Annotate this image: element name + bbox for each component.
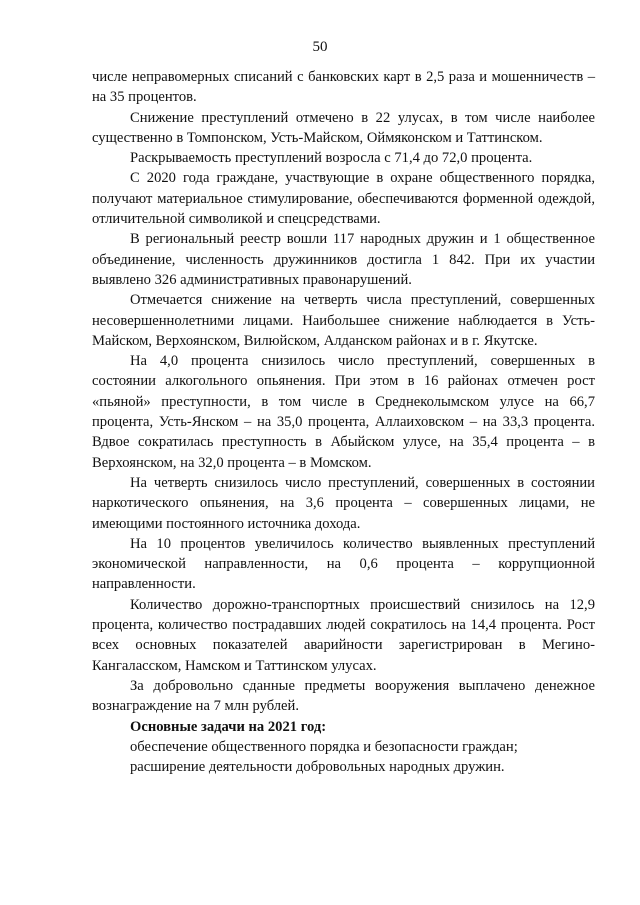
paragraph-alcohol-crime: На 4,0 процента снизилось число преступлений, совершенных в состоянии алкогольного опьянения. При этом в 16 районах отмечен рост «пьяной» преступности, в том числе в Среднеколымском улусе на 66,7 процента, Усть-Янском – на 35,0 процента, Аллаиховском – на 33,3 процента. Вдвое сократилась преступность в Абыйском улусе, на 35,4 процента – в Верхоянском, на 32,0 процента – в Момском. <box>92 353 595 471</box>
paragraph-economic-crime: На 10 процентов увеличилось количество выявленных преступлений экономической направленности, на 0,6 процента – коррупционной направленности. <box>92 535 595 593</box>
task-item: расширение деятельности добровольных народных дружин. <box>130 759 505 776</box>
paragraph-citizen-incentives: С 2020 года граждане, участвующие в охране общественного порядка, получают материальное стимулирование, обеспечиваются форменной одеждой, отличительной символикой и спецсредствами. <box>92 170 595 228</box>
paragraph-weapons-reward: За добровольно сданные предметы вооружения выплачено денежное вознаграждение на 7 млн рублей. <box>92 677 595 715</box>
task-item: обеспечение общественного порядка и безопасности граждан; <box>130 738 518 755</box>
page-number: 50 <box>312 39 328 55</box>
tasks-heading: Основные задачи на 2021 год: <box>130 718 327 735</box>
paragraph-juvenile-crime: Отмечается снижение на четверть числа преступлений, совершенных несовершеннолетними лицами. Наибольшее снижение наблюдается в Усть-Майском, Верхоянском, Вилюйском, Алданском районах и в г. Якутске. <box>92 292 595 349</box>
paragraph-continuation: числе неправомерных списаний с банковских карт в 2,5 раза и мошенничеств – на 35 процентов. <box>92 69 595 106</box>
document-body <box>92 67 595 777</box>
paragraph-crime-reduction-uluses: Снижение преступлений отмечено в 22 улусах, в том числе наиболее существенно в Томпонском, Усть-Майском, Оймяконском и Таттинском. <box>92 109 595 146</box>
paragraph-drug-crime: На четверть снизилось число преступлений, совершенных в состоянии наркотического опьянения, на 3,6 процента – совершенных лицами, не имеющими постоянного источника дохода. <box>92 474 595 532</box>
paragraph-clearance-rate: Раскрываемость преступлений возросла с 71,4 до 72,0 процента. <box>130 150 533 167</box>
paragraph-voluntary-squads: В региональный реестр вошли 117 народных дружин и 1 общественное объединение, численность дружинников достигла 1 842. При их участии выявлено 326 административных правонарушений. <box>92 231 595 288</box>
paragraph-road-accidents: Количество дорожно-транспортных происшествий снизилось на 12,9 процента, количество пострадавших людей сократилось на 14,4 процента. Рост всех основных показателей аварийности зарегистрирован в Мегино-Кангаласском, Намском и Таттинском улусах. <box>92 596 595 674</box>
